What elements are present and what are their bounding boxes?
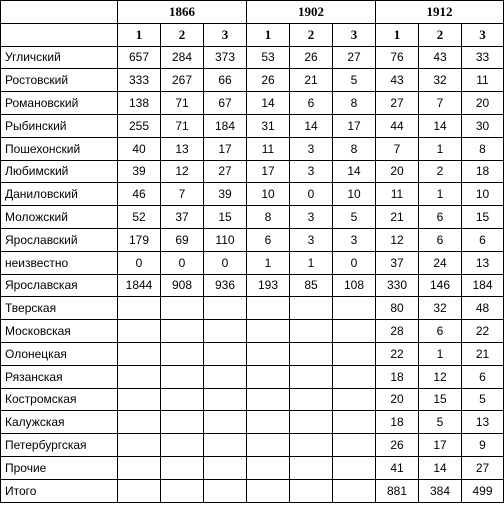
table-cell: 17	[247, 160, 290, 183]
table-cell	[204, 456, 247, 479]
table-cell	[204, 320, 247, 343]
table-cell: 20	[376, 160, 419, 183]
table-cell: 10	[247, 183, 290, 206]
table-row	[1, 114, 504, 137]
table-cell: 27	[376, 92, 419, 115]
table-cell: 33	[462, 46, 504, 69]
table-row	[1, 365, 504, 388]
table-cell	[204, 388, 247, 411]
table-cell: 18	[376, 365, 419, 388]
table-cell: 14	[419, 114, 462, 137]
table-cell	[161, 342, 204, 365]
table-cell	[290, 411, 333, 434]
table-cell: 373	[204, 46, 247, 69]
table-cell: 5	[333, 69, 376, 92]
table-cell: 12	[161, 160, 204, 183]
table-cell	[247, 297, 290, 320]
table-cell: 179	[118, 228, 161, 251]
table-cell: 67	[204, 92, 247, 115]
table-cell: 657	[118, 46, 161, 69]
row-label: Калужская	[1, 411, 118, 434]
table-cell: 6	[247, 228, 290, 251]
table-cell: 6	[419, 228, 462, 251]
table-cell: 1	[290, 251, 333, 274]
table-cell: 11	[247, 137, 290, 160]
row-label: Ярославский	[1, 228, 118, 251]
table-body	[1, 46, 504, 502]
table-cell	[161, 434, 204, 457]
table-cell: 80	[376, 297, 419, 320]
table-cell: 12	[376, 228, 419, 251]
subheader-row	[1, 23, 504, 46]
table-cell	[290, 479, 333, 502]
row-label: Итого	[1, 479, 118, 502]
year-header-row	[1, 1, 504, 24]
table-cell: 52	[118, 206, 161, 229]
table-cell	[247, 365, 290, 388]
table-cell	[161, 411, 204, 434]
table-cell: 14	[290, 114, 333, 137]
table-cell	[333, 479, 376, 502]
table-cell	[247, 434, 290, 457]
table-cell: 0	[290, 183, 333, 206]
table-cell: 28	[376, 320, 419, 343]
table-row	[1, 434, 504, 457]
table-cell: 138	[118, 92, 161, 115]
table-cell: 333	[118, 69, 161, 92]
table-cell: 27	[204, 160, 247, 183]
table-row	[1, 183, 504, 206]
row-label: Даниловский	[1, 183, 118, 206]
table-cell: 193	[247, 274, 290, 297]
table-cell: 48	[462, 297, 504, 320]
table-cell	[118, 297, 161, 320]
table-row	[1, 92, 504, 115]
column-header: 3	[204, 23, 247, 46]
table-cell	[118, 365, 161, 388]
table-cell: 146	[419, 274, 462, 297]
table-cell	[290, 388, 333, 411]
table-cell: 13	[462, 251, 504, 274]
table-cell: 85	[290, 274, 333, 297]
table-cell	[118, 411, 161, 434]
table-row	[1, 388, 504, 411]
table-row	[1, 274, 504, 297]
table-cell: 26	[376, 434, 419, 457]
table-cell: 284	[161, 46, 204, 69]
table-cell: 0	[204, 251, 247, 274]
table-cell: 17	[333, 114, 376, 137]
table-cell	[161, 297, 204, 320]
table-cell	[247, 411, 290, 434]
column-header: 2	[290, 23, 333, 46]
table-cell: 71	[161, 92, 204, 115]
table-cell	[118, 388, 161, 411]
table-cell: 17	[419, 434, 462, 457]
table-cell: 21	[376, 206, 419, 229]
table-cell: 20	[462, 92, 504, 115]
table-cell: 37	[161, 206, 204, 229]
column-header: 1	[376, 23, 419, 46]
table-cell: 76	[376, 46, 419, 69]
table-cell: 15	[419, 388, 462, 411]
row-label: неизвестно	[1, 251, 118, 274]
table-cell: 20	[376, 388, 419, 411]
table-cell	[290, 320, 333, 343]
table-cell: 41	[376, 456, 419, 479]
row-label: Ростовский	[1, 69, 118, 92]
table-cell: 3	[290, 137, 333, 160]
row-label: Московская	[1, 320, 118, 343]
table-cell: 7	[161, 183, 204, 206]
table-cell: 110	[204, 228, 247, 251]
table-cell	[333, 411, 376, 434]
column-header: 3	[462, 23, 504, 46]
table-cell	[333, 388, 376, 411]
table-cell	[290, 434, 333, 457]
table-cell: 1844	[118, 274, 161, 297]
table-cell: 184	[462, 274, 504, 297]
table-row	[1, 320, 504, 343]
table-cell: 10	[333, 183, 376, 206]
table-row	[1, 160, 504, 183]
table-cell: 15	[462, 206, 504, 229]
row-label: Олонецкая	[1, 342, 118, 365]
table-cell: 1	[419, 183, 462, 206]
table-cell: 8	[333, 137, 376, 160]
table-cell	[118, 456, 161, 479]
table-cell: 43	[419, 46, 462, 69]
table-cell: 2	[419, 160, 462, 183]
row-label: Тверская	[1, 297, 118, 320]
table-row	[1, 479, 504, 502]
table-cell: 22	[376, 342, 419, 365]
table-cell: 908	[161, 274, 204, 297]
table-cell: 27	[462, 456, 504, 479]
column-header: 2	[419, 23, 462, 46]
table-cell	[161, 320, 204, 343]
table-cell	[290, 365, 333, 388]
table-cell: 108	[333, 274, 376, 297]
table-cell: 184	[204, 114, 247, 137]
table-cell: 13	[462, 411, 504, 434]
table-cell: 7	[419, 92, 462, 115]
table-cell	[247, 320, 290, 343]
table-cell: 21	[290, 69, 333, 92]
table-cell	[118, 434, 161, 457]
table-cell: 3	[333, 228, 376, 251]
column-header: 1	[118, 23, 161, 46]
table-cell: 267	[161, 69, 204, 92]
table-cell: 6	[419, 206, 462, 229]
table-cell: 40	[118, 137, 161, 160]
year-header: 1866	[118, 1, 247, 24]
table-row	[1, 456, 504, 479]
table-cell: 14	[419, 456, 462, 479]
table-cell: 6	[462, 365, 504, 388]
table-cell	[161, 388, 204, 411]
table-cell	[204, 434, 247, 457]
table-cell: 0	[333, 251, 376, 274]
table-cell: 12	[419, 365, 462, 388]
table-row	[1, 342, 504, 365]
table-cell: 936	[204, 274, 247, 297]
table-cell: 10	[462, 183, 504, 206]
table-cell: 11	[462, 69, 504, 92]
table-cell: 3	[290, 160, 333, 183]
row-label: Петербургская	[1, 434, 118, 457]
table-cell: 1	[419, 137, 462, 160]
table-cell	[290, 297, 333, 320]
table-cell: 330	[376, 274, 419, 297]
table-cell	[290, 456, 333, 479]
row-label: Рыбинский	[1, 114, 118, 137]
table-cell	[333, 456, 376, 479]
table-cell: 8	[462, 137, 504, 160]
table-cell	[333, 297, 376, 320]
table-row	[1, 251, 504, 274]
table-cell: 71	[161, 114, 204, 137]
year-header: 1912	[376, 1, 504, 24]
table-cell	[247, 342, 290, 365]
table-cell: 21	[462, 342, 504, 365]
row-label: Костромская	[1, 388, 118, 411]
table-cell: 8	[247, 206, 290, 229]
row-label: Угличский	[1, 46, 118, 69]
table-cell	[247, 479, 290, 502]
table-cell: 881	[376, 479, 419, 502]
row-label: Моложский	[1, 206, 118, 229]
table-cell	[204, 365, 247, 388]
table-cell: 39	[204, 183, 247, 206]
table-cell: 11	[376, 183, 419, 206]
table-cell: 3	[290, 206, 333, 229]
table-cell	[204, 479, 247, 502]
table-cell	[333, 434, 376, 457]
table-cell	[290, 342, 333, 365]
row-label: Пошехонский	[1, 137, 118, 160]
table-cell	[247, 456, 290, 479]
table-cell: 14	[333, 160, 376, 183]
table-cell	[161, 479, 204, 502]
table-cell: 32	[419, 297, 462, 320]
table-cell: 43	[376, 69, 419, 92]
table-cell: 18	[376, 411, 419, 434]
table-cell: 15	[204, 206, 247, 229]
table-cell: 46	[118, 183, 161, 206]
row-label: Любимский	[1, 160, 118, 183]
table-cell: 37	[376, 251, 419, 274]
column-header: 2	[161, 23, 204, 46]
table-cell: 13	[161, 137, 204, 160]
table-cell	[118, 479, 161, 502]
table-cell: 499	[462, 479, 504, 502]
year-header: 1902	[247, 1, 376, 24]
table-cell: 14	[247, 92, 290, 115]
row-label: Ярославская	[1, 274, 118, 297]
table-cell: 18	[462, 160, 504, 183]
table-cell: 0	[118, 251, 161, 274]
table-row	[1, 297, 504, 320]
table-row	[1, 228, 504, 251]
table-cell: 31	[247, 114, 290, 137]
row-label: Рязанская	[1, 365, 118, 388]
table-row	[1, 46, 504, 69]
table-cell: 32	[419, 69, 462, 92]
table-cell: 1	[419, 342, 462, 365]
table-cell	[204, 297, 247, 320]
column-header: 3	[333, 23, 376, 46]
table-cell: 8	[333, 92, 376, 115]
table-cell: 24	[419, 251, 462, 274]
table-cell	[118, 342, 161, 365]
table-cell: 7	[376, 137, 419, 160]
table-cell: 22	[462, 320, 504, 343]
table-cell: 1	[247, 251, 290, 274]
table-cell: 5	[333, 206, 376, 229]
table-cell	[204, 342, 247, 365]
table-cell	[333, 365, 376, 388]
table-row	[1, 69, 504, 92]
row-label: Романовский	[1, 92, 118, 115]
table-cell	[333, 320, 376, 343]
table-cell: 3	[290, 228, 333, 251]
table-cell	[247, 388, 290, 411]
table-cell: 384	[419, 479, 462, 502]
table-cell: 39	[118, 160, 161, 183]
table-cell: 17	[204, 137, 247, 160]
table-cell	[204, 411, 247, 434]
table-cell: 66	[204, 69, 247, 92]
column-header: 1	[247, 23, 290, 46]
table-cell	[333, 342, 376, 365]
table-cell: 6	[290, 92, 333, 115]
table-cell: 9	[462, 434, 504, 457]
table-cell: 5	[462, 388, 504, 411]
table-cell: 69	[161, 228, 204, 251]
row-label: Прочие	[1, 456, 118, 479]
table-cell: 255	[118, 114, 161, 137]
table-row	[1, 411, 504, 434]
table-cell: 5	[419, 411, 462, 434]
table-cell	[118, 320, 161, 343]
table-cell: 27	[333, 46, 376, 69]
corner-cell	[1, 1, 118, 24]
table-cell: 26	[290, 46, 333, 69]
table-cell	[161, 365, 204, 388]
table-cell: 6	[419, 320, 462, 343]
table-row	[1, 137, 504, 160]
table-cell: 6	[462, 228, 504, 251]
table-cell: 26	[247, 69, 290, 92]
table-cell: 44	[376, 114, 419, 137]
table-cell: 0	[161, 251, 204, 274]
table-cell	[161, 456, 204, 479]
corner-cell	[1, 23, 118, 46]
table-cell: 53	[247, 46, 290, 69]
table-cell: 30	[462, 114, 504, 137]
table-row	[1, 206, 504, 229]
